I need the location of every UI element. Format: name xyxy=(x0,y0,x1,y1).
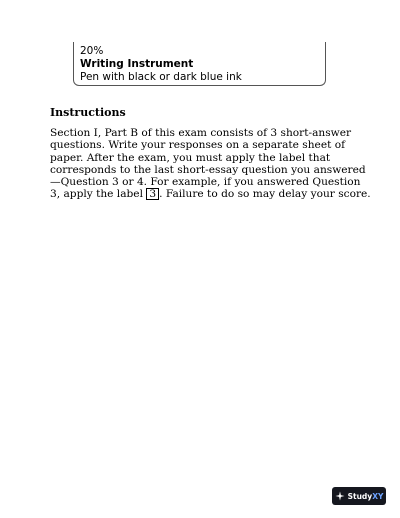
writing-instrument-value: Pen with black or dark blue ink xyxy=(80,71,242,83)
paragraph-line: paper. After the exam, you must apply the label that xyxy=(50,151,331,164)
paragraph-line: questions. Write your responses on a separate sheet of xyxy=(50,139,346,152)
paragraph-line: corresponds to the last short-essay question you answered xyxy=(50,163,366,176)
paragraph-line: Section I, Part B of this exam consists of 3 short-answer xyxy=(50,127,352,139)
writing-instrument-label: Writing Instrument xyxy=(80,58,194,70)
brand-name-main: Study xyxy=(347,491,373,501)
paragraph-line-last xyxy=(50,188,371,201)
paragraph-text-before-label: 3, apply the label xyxy=(50,188,147,201)
paragraph-line: —Question 3 or 4. For example, if you answered Question xyxy=(50,176,361,189)
instructions-paragraph xyxy=(50,127,371,201)
plus-sparkle-icon xyxy=(335,491,345,501)
instructions-heading: Instructions xyxy=(50,106,126,119)
brand-name-accent: XY xyxy=(372,491,384,501)
question-label-box: 3 xyxy=(146,188,159,200)
paragraph-text-after-label: . Failure to do so may delay your score. xyxy=(159,188,371,201)
studyxy-logo[interactable] xyxy=(332,487,386,505)
brand-name xyxy=(348,492,384,501)
weight-percent: 20% xyxy=(80,45,104,57)
